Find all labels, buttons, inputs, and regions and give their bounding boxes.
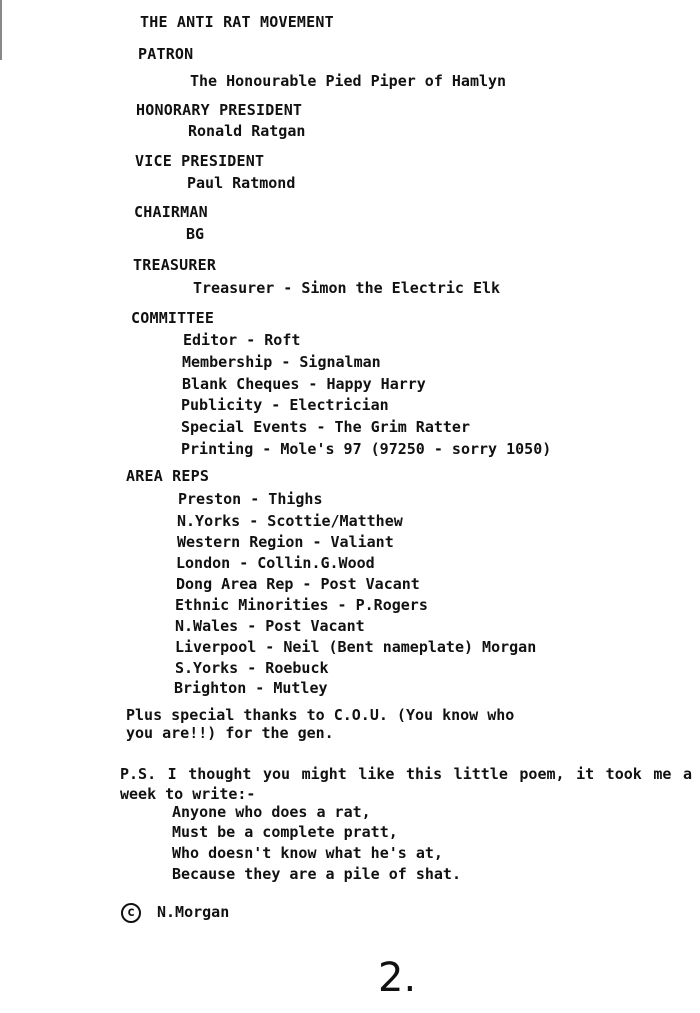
patron-name: The Honourable Pied Piper of Hamlyn	[190, 72, 507, 90]
area-rep-item: London - Collin.G.Wood	[176, 554, 375, 572]
thanks-note: Plus special thanks to C.O.U. (You know who you are!!) for the gen.	[126, 706, 515, 742]
poem-line: Who doesn't know what he's at,	[172, 844, 443, 862]
copyright-icon: c	[121, 903, 141, 923]
scan-edge-mark	[0, 0, 2, 60]
area-rep-item: N.Yorks - Scottie/Matthew	[177, 512, 403, 530]
vice-president-heading: VICE PRESIDENT	[135, 152, 265, 170]
committee-item: Membership - Signalman	[182, 353, 381, 371]
area-rep-item: Brighton - Mutley	[174, 679, 328, 697]
page-title: THE ANTI RAT MOVEMENT	[140, 13, 334, 31]
committee-item: Printing - Mole's 97 (97250 - sorry 1050)	[181, 440, 552, 458]
hon-president-name: Ronald Ratgan	[188, 122, 306, 140]
ps-intro: P.S. I thought you might like this little poem, it took me a week to write:-	[120, 765, 692, 803]
vice-president-name: Paul Ratmond	[187, 174, 296, 192]
poem-line: Because they are a pile of shat.	[172, 865, 461, 883]
area-rep-item: S.Yorks - Roebuck	[175, 659, 329, 677]
committee-item: Editor - Roft	[183, 331, 301, 349]
poem-line: Anyone who does a rat,	[172, 803, 371, 821]
committee-item: Publicity - Electrician	[181, 396, 389, 414]
area-rep-item: N.Wales - Post Vacant	[175, 617, 365, 635]
patron-heading: PATRON	[138, 45, 194, 63]
area-rep-item: Preston - Thighs	[178, 490, 323, 508]
area-rep-item: Liverpool - Neil (Bent nameplate) Morgan	[175, 638, 537, 656]
committee-item: Blank Cheques - Happy Harry	[182, 375, 426, 393]
area-reps-heading: AREA REPS	[126, 467, 210, 485]
area-rep-item: Dong Area Rep - Post Vacant	[176, 575, 420, 593]
chairman-name: BG	[186, 225, 205, 243]
committee-heading: COMMITTEE	[131, 309, 215, 327]
treasurer-heading: TREASURER	[133, 256, 217, 274]
page-number: 2.	[378, 955, 417, 1001]
area-rep-item: Ethnic Minorities - P.Rogers	[175, 596, 428, 614]
committee-item: Special Events - The Grim Ratter	[181, 418, 470, 436]
treasurer-name: Treasurer - Simon the Electric Elk	[193, 279, 501, 297]
hon-president-heading: HONORARY PRESIDENT	[136, 101, 303, 119]
area-rep-item: Western Region - Valiant	[177, 533, 394, 551]
chairman-heading: CHAIRMAN	[134, 203, 208, 221]
poem-line: Must be a complete pratt,	[172, 823, 398, 841]
author-name: N.Morgan	[157, 903, 230, 921]
